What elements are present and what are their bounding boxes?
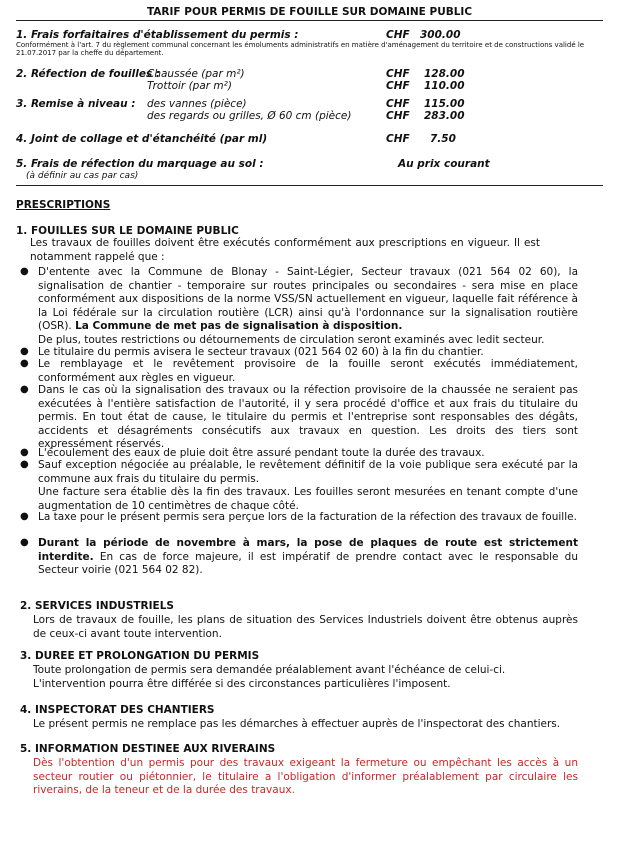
bullet-1 [38, 266, 578, 347]
bullet-icon: ● [20, 447, 29, 458]
bullet-icon: ● [20, 459, 29, 470]
section-2-text: Lors de travaux de fouille, les plans de situation des Services Industriels doivent être obtenus auprès de ceux-ci avant toute intervention. [33, 614, 578, 640]
tariff-5-value: Au prix courant [398, 158, 490, 170]
bullet-6-text: Sauf exception négociée au préalable, le revêtement définitif de la voie publique sera exécuté par la commune aux frais du titulaire du permis. [38, 459, 578, 485]
bullet-8-text: En cas de force majeure, il est impératif de prendre contact avec le responsable du Secteur voirie (021 564 02 82). [38, 550, 578, 576]
tariff-3-item-vannes: des vannes (pièce) [147, 98, 247, 110]
section-1-intro: Les travaux de fouilles doivent être exécutés conformément aux prescriptions en vigueur. Il est notamment rappelé que : [30, 237, 540, 263]
page-title: TARIF POUR PERMIS DE FOUILLE SUR DOMAINE PUBLIC [146, 6, 473, 18]
tariff-divider [16, 185, 603, 186]
tariff-5-note: (à définir au cas par cas) [26, 171, 139, 181]
title-divider [16, 20, 603, 21]
section-2-title: 2. SERVICES INDUSTRIELS [20, 600, 174, 612]
section-4-text: Le présent permis ne remplace pas les démarches à effectuer auprès de l'inspectorat des chantiers. [33, 718, 561, 730]
bullet-1-text: D'entente avec la Commune de Blonay - Saint-Légier, Secteur travaux (021 564 02 60), la signalisation de chantier - temporaire sur routes principales ou secondaires - sera mise en place conformément aux dispositions de la norme VSS/SN actuellement en vigueur, laquelle fait référence à la Loi fédérale sur la circulation routière (LCR) ainsi qu'à l'ordonnance sur la signalisation routière (OSR). [38, 266, 578, 332]
tariff-3-amount-1: 115.00 [424, 98, 465, 110]
section-5-title: 5. INFORMATION DESTINEE AUX RIVERAINS [20, 743, 276, 755]
tariff-1-chf: CHF [386, 29, 410, 41]
bullet-3: Le remblayage et le revêtement provisoire de la fouille seront exécutés immédiatement, conformément aux règles en vigueur. [38, 358, 578, 384]
tariff-2-amount-1: 128.00 [424, 68, 465, 80]
bullet-icon: ● [20, 384, 29, 395]
tariff-2-chf-1: CHF [386, 68, 410, 80]
section-3-text-1: Toute prolongation de permis sera demandée préalablement avant l'échéance de celui-ci. [33, 664, 506, 676]
tariff-2-chf-2: CHF [386, 80, 410, 92]
section-4-title: 4. INSPECTORAT DES CHANTIERS [20, 704, 215, 716]
bullet-8 [38, 537, 578, 578]
tariff-2-label: 2. Réfection de fouilles : [16, 68, 161, 80]
bullet-1-bold: La Commune de met pas de signalisation à disposition. [75, 320, 403, 332]
bullet-2: Le titulaire du permis avisera le secteur travaux (021 564 02 60) à la fin du chantier. [38, 346, 484, 358]
bullet-1-continuation: De plus, toutes restrictions ou détournements de circulation seront examinés avec ledit secteur. [38, 333, 545, 346]
bullet-4: Dans le cas où la signalisation des travaux ou la réfection provisoire de la chaussée ne seraient pas exécutées à l'entière satisfaction de l'autorité, il y sera procédé d'office et aux frais du titulaire du permis. En tout état de cause, le titulaire du permis et l'entreprise sont responsables des dégâts, accidents et désagréments consécutifs aux travaux en question. Les droits des tiers sont expressément réservés. [38, 384, 578, 450]
bullet-7: La taxe pour le présent permis sera perçue lors de la facturation de la réfection des travaux de fouille. [38, 511, 577, 523]
tariff-3-amount-2: 283.00 [424, 110, 465, 122]
tariff-3-chf-1: CHF [386, 98, 410, 110]
tariff-3-item-regards: des regards ou grilles, Ø 60 cm (pièce) [147, 110, 352, 122]
tariff-1-label: 1. Frais forfaitaires d'établissement du permis : [16, 29, 299, 41]
tariff-3-chf-2: CHF [386, 110, 410, 122]
section-3-text-2: L'intervention pourra être différée si des circonstances particulières l'imposent. [33, 678, 451, 690]
section-1-title: 1. FOUILLES SUR LE DOMAINE PUBLIC [16, 225, 239, 237]
bullet-8-bold: Durant la période de novembre à mars, la pose de plaques de route est strictement interdite. [38, 537, 578, 563]
bullet-6 [38, 459, 578, 513]
bullet-icon: ● [20, 266, 29, 277]
bullet-icon: ● [20, 511, 29, 522]
bullet-icon: ● [20, 346, 29, 357]
tariff-2-item-trottoir: Trottoir (par m²) [147, 80, 232, 92]
tariff-5-label: 5. Frais de réfection du marquage au sol : [16, 158, 264, 170]
tariff-2-item-chaussee: Chaussée (par m²) [147, 68, 245, 80]
tariff-2-amount-2: 110.00 [424, 80, 465, 92]
tariff-4-label: 4. Joint de collage et d'étanchéité (par ml) [16, 133, 268, 145]
tariff-1-amount: 300.00 [420, 29, 461, 41]
tariff-4-chf: CHF [386, 133, 410, 145]
bullet-icon: ● [20, 537, 29, 548]
prescriptions-heading: PRESCRIPTIONS [16, 199, 111, 211]
section-5-warning-text: Dès l'obtention d'un permis pour des travaux exigeant la fermeture ou empêchant les accès à un secteur routier ou piétonnier, le titulaire a l'obligation d'informer préalablement par circulaire les riverains, de la teneur et de la durée des travaux. [33, 757, 578, 796]
bullet-6-continuation: Une facture sera établie dès la fin des travaux. Les fouilles seront mesurées en tenant compte d'une augmentation de 10 centimètres de chaque côté. [38, 486, 578, 512]
tariff-4-amount: 7.50 [430, 133, 456, 145]
section-3-title: 3. DUREE ET PROLONGATION DU PERMIS [20, 650, 260, 662]
bullet-icon: ● [20, 358, 29, 369]
bullet-5: L'écoulement des eaux de pluie doit être assuré pendant toute la durée des travaux. [38, 447, 485, 459]
tariff-1-note: Conformément à l'art. 7 du règlement communal concernant les émoluments administratifs en matière d'aménagement du territoire et de constructions validé le 21.07.2017 par la cheffe du département. [16, 41, 585, 57]
tariff-3-label: 3. Remise à niveau : [16, 98, 136, 110]
